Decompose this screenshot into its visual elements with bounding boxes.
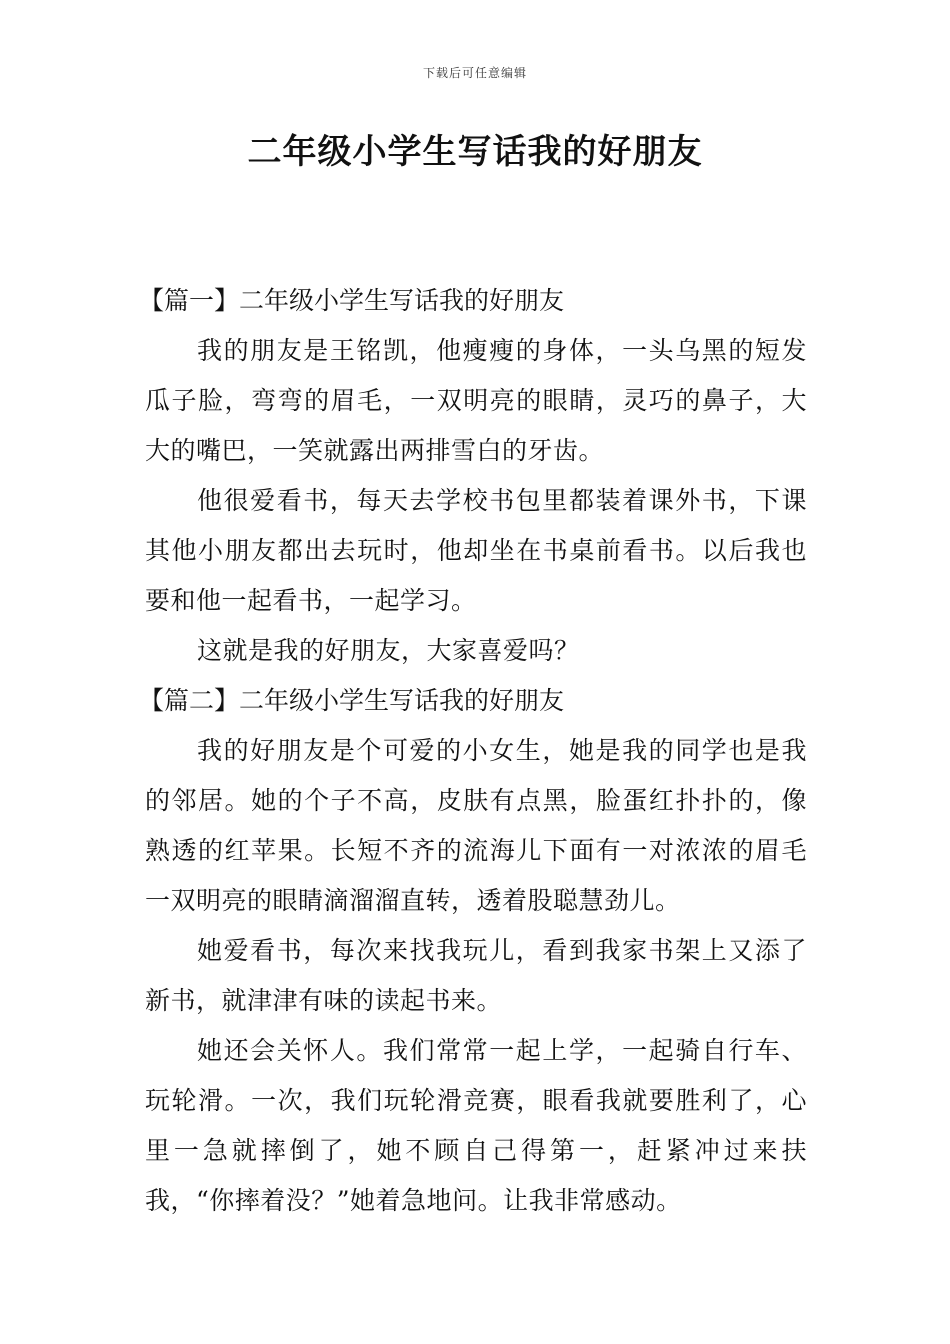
paragraph: 这就是我的好朋友，大家喜爱吗？	[197, 636, 580, 665]
paragraph: 我的朋友是王铭凯，他瘦瘦的身体，一头乌黑的短发瓜子脸，弯弯的眉毛，一双明亮的眼睛，灵巧的鼻子，大大的嘴巴，一笑就露出两排雪白的牙齿。	[145, 336, 807, 465]
section-heading-2: 【篇二】二年级小学生写话我的好朋友	[139, 686, 565, 715]
section-heading-1: 【篇一】二年级小学生写话我的好朋友	[139, 286, 565, 315]
paragraph: 她爱看书，每次来找我玩儿，看到我家书架上又添了新书，就津津有味的读起书来。	[145, 936, 807, 1015]
document-title: 二年级小学生写话我的好朋友	[247, 132, 703, 172]
paragraph: 我的好朋友是个可爱的小女生，她是我的同学也是我的邻居。她的个子不高，皮肤有点黑，脸蛋红扑扑的，像熟透的红苹果。长短不齐的流海儿下面有一对浓浓的眉毛一双明亮的眼睛滴溜溜直转，透着股聪慧劲儿。	[145, 736, 807, 915]
document-body	[139, 276, 807, 1226]
paragraph: 她还会关怀人。我们常常一起上学，一起骑自行车、玩轮滑。一次，我们玩轮滑竞赛，眼看我就要胜利了，心里一急就摔倒了，她不顾自己得第一，赶紧冲过来扶我，“你摔着没？”她着急地问。让我非常感动。	[145, 1036, 807, 1215]
paragraph: 他很爱看书，每天去学校书包里都装着课外书，下课其他小朋友都出去玩时，他却坐在书桌前看书。以后我也要和他一起看书，一起学习。	[145, 486, 807, 615]
header-note: 下载后可任意编辑	[422, 66, 527, 80]
